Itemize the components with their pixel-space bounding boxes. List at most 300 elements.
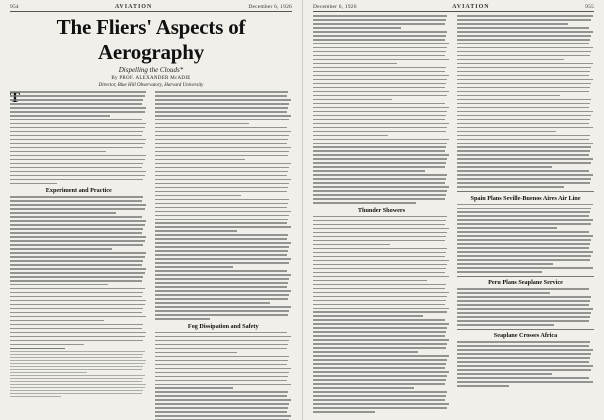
text-line xyxy=(10,308,143,310)
text-line xyxy=(10,99,143,101)
text-line xyxy=(457,208,591,210)
text-line xyxy=(10,344,84,346)
text-line xyxy=(10,375,145,376)
text-line xyxy=(313,256,445,258)
text-line xyxy=(457,139,589,141)
text-line xyxy=(155,250,288,252)
text-line xyxy=(10,147,143,149)
text-line xyxy=(313,335,445,337)
text-line xyxy=(155,294,290,296)
text-line xyxy=(313,135,388,137)
text-line xyxy=(313,75,449,77)
text-line xyxy=(457,255,591,257)
text-line xyxy=(313,252,446,254)
article-subtitle: Dispelling the Clouds* xyxy=(118,66,184,74)
text-block xyxy=(10,91,148,184)
text-line xyxy=(457,174,593,176)
text-line xyxy=(155,336,291,338)
text-line xyxy=(313,327,447,329)
text-line xyxy=(155,415,291,417)
text-block xyxy=(313,15,450,204)
text-line xyxy=(10,95,145,97)
text-line xyxy=(457,79,593,81)
text-line xyxy=(457,91,589,93)
text-line xyxy=(155,314,288,316)
text-line xyxy=(10,224,145,226)
text-line xyxy=(313,158,447,160)
text-line xyxy=(457,259,590,261)
text-line xyxy=(313,288,445,290)
text-line xyxy=(10,363,145,364)
text-line xyxy=(457,162,591,164)
author-affiliation: Director, Blue Hill Observatory, Harvard University xyxy=(98,82,204,88)
text-line xyxy=(457,63,593,65)
text-line xyxy=(10,220,146,222)
text-line xyxy=(457,23,568,25)
text-line xyxy=(313,228,449,230)
text-line xyxy=(313,39,445,41)
text-line xyxy=(155,364,287,366)
text-line xyxy=(457,143,593,145)
text-line xyxy=(457,123,589,125)
section-heading-spain: Spain Plans Seville-Buenos Aires Air Line xyxy=(470,194,581,202)
text-line xyxy=(10,332,146,334)
right-column-2 xyxy=(457,15,594,415)
text-line xyxy=(457,186,564,188)
text-line xyxy=(313,363,446,365)
text-line xyxy=(313,260,449,262)
text-line xyxy=(313,19,446,21)
text-line xyxy=(313,63,397,65)
text-line xyxy=(155,115,291,117)
text-line xyxy=(155,332,287,334)
text-line xyxy=(155,207,287,209)
text-line xyxy=(155,143,287,145)
text-line xyxy=(10,228,143,230)
text-line xyxy=(457,243,590,245)
text-line xyxy=(313,174,447,176)
divider xyxy=(457,191,594,192)
text-line xyxy=(313,182,445,184)
text-line xyxy=(457,223,591,225)
text-line xyxy=(313,79,447,81)
text-line xyxy=(457,235,593,237)
text-line xyxy=(155,360,288,362)
text-line xyxy=(457,75,589,77)
text-line xyxy=(155,135,290,137)
text-line xyxy=(313,367,445,369)
text-line xyxy=(313,387,414,389)
left-columns xyxy=(10,91,292,420)
text-line xyxy=(10,252,146,254)
text-line xyxy=(10,175,145,177)
text-line xyxy=(457,357,590,359)
text-line xyxy=(155,246,290,248)
text-line xyxy=(10,351,145,352)
text-line xyxy=(313,375,447,377)
text-line xyxy=(313,216,447,218)
text-line xyxy=(457,247,589,249)
right-page-number: 955 xyxy=(585,4,594,10)
text-line xyxy=(457,296,591,298)
text-line xyxy=(155,226,291,228)
text-line xyxy=(10,200,142,202)
text-line xyxy=(155,91,288,93)
text-line xyxy=(457,361,589,363)
text-line xyxy=(313,15,447,17)
text-line xyxy=(10,119,142,121)
text-line xyxy=(313,379,446,381)
section-heading-fog: Fog Dissipation and Safety xyxy=(187,322,259,330)
text-line xyxy=(313,59,449,61)
text-line xyxy=(457,271,542,273)
text-line xyxy=(313,186,449,188)
text-line xyxy=(10,159,145,161)
text-line xyxy=(10,127,145,129)
text-line xyxy=(10,296,142,298)
right-columns xyxy=(313,15,594,415)
left-column-1 xyxy=(10,91,148,420)
footnote-block xyxy=(10,351,148,397)
text-line xyxy=(155,254,287,256)
text-line xyxy=(10,360,146,361)
text-line xyxy=(10,288,145,290)
text-line xyxy=(313,276,449,278)
text-line xyxy=(10,91,146,93)
text-line xyxy=(457,166,552,168)
text-line xyxy=(457,178,591,180)
text-line xyxy=(313,194,446,196)
text-line xyxy=(457,47,593,49)
text-line xyxy=(457,288,589,290)
text-line xyxy=(155,103,290,105)
text-line xyxy=(313,264,447,266)
section-heading-experiment: Experiment and Practice xyxy=(45,187,112,195)
text-line xyxy=(155,310,290,312)
text-line xyxy=(457,345,589,347)
text-line xyxy=(155,262,290,264)
text-line xyxy=(155,230,238,232)
text-line xyxy=(313,31,447,33)
text-line xyxy=(10,292,143,294)
text-line xyxy=(313,268,446,270)
text-line xyxy=(10,196,143,198)
text-line xyxy=(10,393,142,394)
text-line xyxy=(10,131,143,133)
text-line xyxy=(10,354,143,355)
text-line xyxy=(10,272,145,274)
text-line xyxy=(313,162,446,164)
text-line xyxy=(10,167,142,169)
text-line xyxy=(155,380,287,382)
text-line xyxy=(10,123,146,125)
text-line xyxy=(457,324,554,326)
right-running-head xyxy=(313,4,594,12)
text-line xyxy=(155,242,291,244)
text-line xyxy=(457,15,593,17)
right-column-1 xyxy=(313,15,450,415)
text-block xyxy=(457,204,594,273)
text-line xyxy=(155,372,290,374)
text-line xyxy=(457,83,591,85)
text-line xyxy=(10,103,142,105)
text-line xyxy=(313,240,445,242)
text-line xyxy=(155,179,291,181)
text-line xyxy=(313,115,446,117)
text-line xyxy=(313,91,449,93)
text-line xyxy=(313,244,390,246)
text-line xyxy=(155,290,291,292)
text-line xyxy=(155,107,288,109)
text-line xyxy=(457,87,590,89)
text-line xyxy=(10,240,145,242)
text-line xyxy=(457,135,590,137)
text-line xyxy=(155,286,287,288)
left-page-number: 954 xyxy=(10,4,19,10)
section-heading-thunder: Thunder Showers xyxy=(357,206,406,214)
text-line xyxy=(313,220,446,222)
text-line xyxy=(155,163,291,165)
text-line xyxy=(155,238,287,240)
text-line xyxy=(457,19,591,21)
text-line xyxy=(155,395,287,397)
text-line xyxy=(313,347,446,349)
text-line xyxy=(10,232,142,234)
text-line xyxy=(10,324,143,326)
text-line xyxy=(457,239,591,241)
text-line xyxy=(10,378,143,379)
text-line xyxy=(457,377,589,379)
right-date: December 6, 1926 xyxy=(313,4,357,10)
text-line xyxy=(457,365,593,367)
text-line xyxy=(457,127,593,129)
text-line xyxy=(313,308,449,310)
divider xyxy=(457,329,594,330)
text-line xyxy=(155,131,291,133)
text-line xyxy=(457,349,593,351)
text-line xyxy=(155,278,290,280)
text-line xyxy=(155,175,287,177)
text-line xyxy=(313,131,446,133)
text-line xyxy=(457,304,589,306)
text-line xyxy=(155,411,287,413)
text-line xyxy=(155,219,288,221)
text-line xyxy=(155,318,210,320)
text-line xyxy=(155,306,291,308)
text-line xyxy=(313,71,445,73)
text-line xyxy=(313,67,446,69)
text-line xyxy=(313,107,449,109)
text-line xyxy=(313,351,418,353)
text-line xyxy=(155,99,291,101)
text-line xyxy=(457,267,593,269)
text-line xyxy=(10,115,110,117)
text-line xyxy=(155,139,288,141)
text-line xyxy=(457,385,509,387)
text-line xyxy=(10,340,143,342)
text-line xyxy=(313,127,447,129)
text-line xyxy=(313,355,449,357)
text-line xyxy=(155,187,288,189)
text-line xyxy=(155,211,291,213)
text-line xyxy=(10,336,145,338)
text-line xyxy=(10,260,143,262)
text-line xyxy=(457,55,590,57)
text-line xyxy=(155,222,287,224)
text-line xyxy=(457,251,593,253)
text-line xyxy=(155,282,288,284)
text-line xyxy=(457,111,593,113)
right-magazine-name: AVIATION xyxy=(452,4,490,10)
text-line xyxy=(10,366,143,367)
text-line xyxy=(457,204,593,206)
text-line xyxy=(457,381,593,383)
text-line xyxy=(313,343,447,345)
text-line xyxy=(155,348,287,350)
text-line xyxy=(10,155,146,157)
text-line xyxy=(313,311,447,313)
text-line xyxy=(10,372,87,373)
text-line xyxy=(155,195,242,197)
text-block xyxy=(457,341,594,386)
text-line xyxy=(313,35,446,37)
text-line xyxy=(10,151,106,153)
text-line xyxy=(313,304,445,306)
text-line xyxy=(457,67,591,69)
text-line xyxy=(10,280,142,282)
text-line xyxy=(10,276,143,278)
text-line xyxy=(10,328,142,330)
text-line xyxy=(457,320,589,322)
text-line xyxy=(457,312,591,314)
text-line xyxy=(10,369,142,370)
text-line xyxy=(313,43,449,45)
intro-paragraph xyxy=(10,91,148,184)
text-line xyxy=(313,103,445,105)
text-line xyxy=(313,395,446,397)
text-line xyxy=(155,391,288,393)
text-line xyxy=(313,280,427,282)
text-line xyxy=(313,198,445,200)
text-line xyxy=(457,71,590,73)
text-line xyxy=(155,191,287,193)
text-line xyxy=(313,407,447,409)
text-line xyxy=(10,163,143,165)
text-line xyxy=(155,266,233,268)
text-line xyxy=(457,27,589,29)
divider xyxy=(457,276,594,277)
text-line xyxy=(313,383,445,385)
text-line xyxy=(313,143,447,145)
text-line xyxy=(457,31,593,33)
text-line xyxy=(457,154,589,156)
left-magazine-name: AVIATION xyxy=(114,4,153,10)
text-line xyxy=(313,23,445,25)
text-line xyxy=(10,384,146,385)
text-line xyxy=(155,215,290,217)
text-line xyxy=(155,340,290,342)
text-line xyxy=(457,99,591,101)
text-line xyxy=(155,274,291,276)
text-line xyxy=(155,344,288,346)
text-line xyxy=(313,339,449,341)
text-line xyxy=(313,55,445,57)
text-line xyxy=(313,166,445,168)
text-line xyxy=(155,407,288,409)
right-page xyxy=(302,0,604,420)
text-line xyxy=(155,147,291,149)
text-line xyxy=(313,83,446,85)
text-block xyxy=(155,91,293,320)
text-line xyxy=(10,111,145,113)
text-line xyxy=(313,391,447,393)
text-line xyxy=(457,308,593,310)
left-column-2 xyxy=(155,91,293,420)
text-line xyxy=(457,211,590,213)
text-line xyxy=(313,224,445,226)
text-line xyxy=(313,95,447,97)
text-line xyxy=(313,27,401,29)
text-line xyxy=(457,182,590,184)
text-line xyxy=(10,304,145,306)
text-line xyxy=(313,99,392,101)
text-line xyxy=(155,171,288,173)
text-line xyxy=(457,95,560,97)
text-line xyxy=(457,146,591,148)
text-line xyxy=(313,111,447,113)
text-line xyxy=(155,302,271,304)
text-line xyxy=(457,369,591,371)
text-line xyxy=(313,236,446,238)
text-line xyxy=(313,300,446,302)
text-line xyxy=(457,59,564,61)
text-line xyxy=(457,131,556,133)
text-line xyxy=(155,368,291,370)
text-line xyxy=(155,376,288,378)
text-line xyxy=(155,183,290,185)
text-line xyxy=(155,159,246,161)
text-line xyxy=(10,183,57,185)
text-line xyxy=(155,203,288,205)
text-line xyxy=(10,143,145,145)
text-line xyxy=(313,123,449,125)
text-line xyxy=(313,411,375,413)
text-line xyxy=(10,316,146,318)
text-line xyxy=(155,352,238,354)
text-line xyxy=(313,315,423,317)
text-line xyxy=(155,258,291,260)
text-line xyxy=(155,199,290,201)
text-line xyxy=(313,178,446,180)
text-line xyxy=(457,107,589,109)
text-line xyxy=(10,244,143,246)
text-line xyxy=(457,227,557,229)
text-line xyxy=(313,119,445,121)
text-line xyxy=(10,212,116,214)
left-running-head xyxy=(10,4,292,12)
text-line xyxy=(313,150,445,152)
text-line xyxy=(313,284,446,286)
text-line xyxy=(155,111,287,113)
text-line xyxy=(457,119,590,121)
text-line xyxy=(10,248,112,250)
text-line xyxy=(10,216,142,218)
text-line xyxy=(313,202,416,204)
text-line xyxy=(155,155,288,157)
text-line xyxy=(313,146,446,148)
text-line xyxy=(313,292,449,294)
text-line xyxy=(10,236,146,238)
